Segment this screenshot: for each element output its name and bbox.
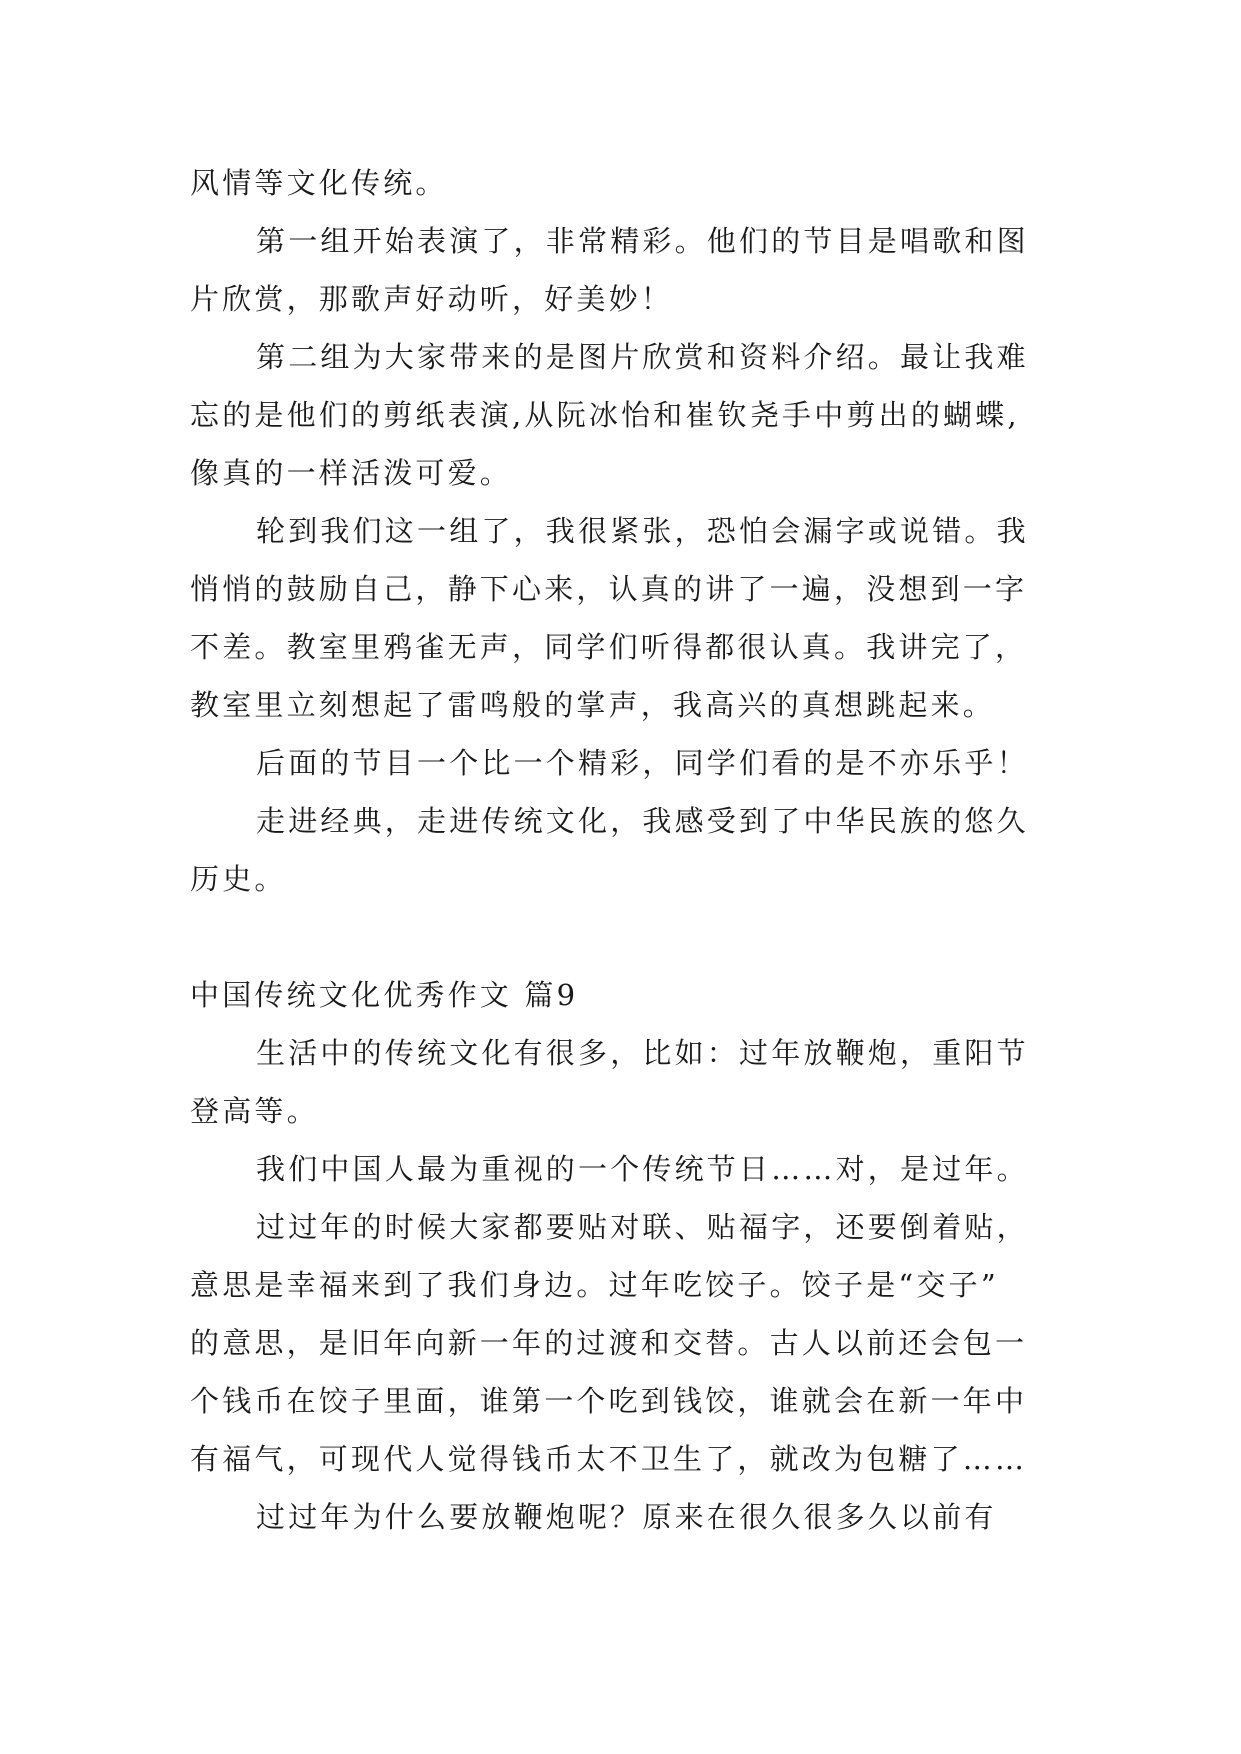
text-line: 片欣赏，那歌声好动听，好美妙！ <box>190 282 674 316</box>
text-line: 不差。教室里鸦雀无声，同学们听得都很认真。我讲完了， <box>190 630 1028 664</box>
text-line: 的意思，是旧年向新一年的过渡和交替。古人以前还会包一 <box>190 1326 1028 1360</box>
text-line: 意思是幸福来到了我们身边。过年吃饺子。饺子是“交子” <box>190 1268 999 1302</box>
text-line: 历史。 <box>190 862 287 896</box>
text-line: 风情等文化传统。 <box>190 166 448 200</box>
text-line: 我们中国人最为重视的一个传统节日……对，是过年。 <box>256 1152 1029 1186</box>
text-line: 个钱币在饺子里面，谁第一个吃到钱饺，谁就会在新一年中 <box>190 1384 1028 1418</box>
text-line: 第二组为大家带来的是图片欣赏和资料介绍。最让我难 <box>256 340 1029 374</box>
text-line: 第一组开始表演了，非常精彩。他们的节目是唱歌和图 <box>256 224 1029 258</box>
text-line: 轮到我们这一组了，我很紧张，恐怕会漏字或说错。我 <box>256 514 1029 548</box>
text-line: 悄悄的鼓励自己，静下心来，认真的讲了一遍，没想到一字 <box>190 572 1028 606</box>
text-line: 教室里立刻想起了雷鸣般的掌声，我高兴的真想跳起来。 <box>190 688 996 722</box>
text-line: 走进经典，走进传统文化，我感受到了中华民族的悠久 <box>256 804 1029 838</box>
text-line: 过过年为什么要放鞭炮呢？原来在很久很多久以前有 <box>256 1500 997 1534</box>
text-line: 过过年的时候大家都要贴对联、贴福字，还要倒着贴， <box>256 1210 1029 1244</box>
text-line: 有福气，可现代人觉得钱币太不卫生了，就改为包糖了…… <box>190 1442 1028 1476</box>
text-line: 忘的是他们的剪纸表演,从阮冰怡和崔钦尧手中剪出的蝴蝶, <box>190 398 1020 432</box>
text-line: 像真的一样活泼可爱。 <box>190 456 513 490</box>
section-heading: 中国传统文化优秀作文 篇9 <box>190 978 579 1012</box>
text-line: 生活中的传统文化有很多，比如：过年放鞭炮，重阳节 <box>256 1036 1029 1070</box>
text-line: 后面的节目一个比一个精彩，同学们看的是不亦乐乎！ <box>256 746 1029 780</box>
text-line: 登高等。 <box>190 1094 319 1128</box>
